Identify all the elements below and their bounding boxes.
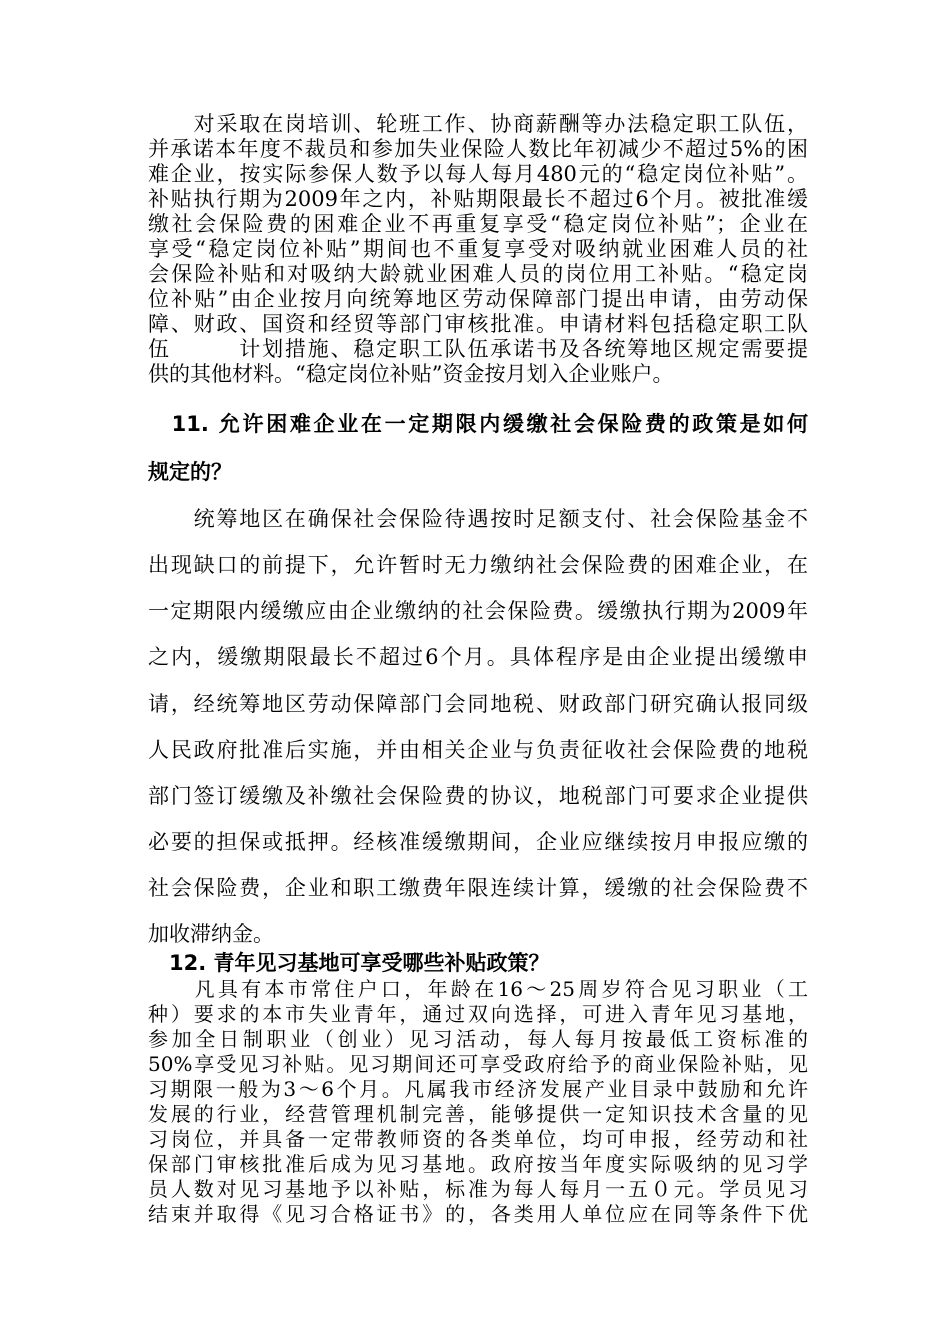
text-line: 出现缺口的前提下，允许暂时无力缴纳社会保险费的困难企业，在: [148, 553, 808, 577]
text-line: 难企业，按实际参保人数予以每人每月480元的“稳定岗位补贴”。: [148, 162, 808, 186]
text-line: 障、财政、国资和经贸等部门审核批准。申请材料包括稳定职工队: [148, 312, 808, 336]
text-line: 习岗位，并具备一定带教师资的各类单位，均可申报，经劳动和社: [148, 1127, 808, 1151]
text-line: 补贴执行期为2009年之内，补贴期限最长不超过6个月。被批准缓: [148, 187, 808, 211]
text-line: 对采取在岗培训、轮班工作、协商薪酬等办法稳定职工队伍，: [148, 112, 808, 136]
text-line: 发展的行业，经营管理机制完善，能够提供一定知识技术含量的见: [148, 1102, 808, 1126]
text-line: 50%享受见习补贴。见习期间还可享受政府给予的商业保险补贴，见: [148, 1052, 808, 1076]
text-line: 结束并取得《见习合格证书》的，各类用人单位应在同等条件下优: [148, 1202, 808, 1226]
text-line: 加收滞纳金。: [148, 922, 274, 946]
text-line: 一定期限内缓缴应由企业缴纳的社会保险费。缓缴执行期为2009年: [148, 599, 808, 623]
text-line: 习期限一般为3～6个月。凡属我市经济发展产业目录中鼓励和允许: [148, 1077, 808, 1101]
text-line: 缴社会保险费的困难企业不再重复享受“稳定岗位补贴”；企业在: [148, 212, 808, 236]
text-line: 人民政府批准后实施，并由相关企业与负责征收社会保险费的地税: [148, 738, 808, 762]
text-line: 参加全日制职业（创业）见习活动，每人每月按最低工资标准的: [148, 1027, 808, 1051]
text-line: 必要的担保或抵押。经核准缓缴期间，企业应继续按月申报应缴的: [148, 830, 808, 854]
text-line: 请，经统筹地区劳动保障部门会同地税、财政部门研究确认报同级: [148, 692, 808, 716]
text-line: 部门签订缓缴及补缴社会保险费的协议，地税部门可要求企业提供: [148, 784, 808, 808]
text-line: 伍 计划措施、稳定职工队伍承诺书及各统筹地区规定需要提: [148, 337, 808, 361]
text-line: 社会保险费，企业和职工缴费年限连续计算，缓缴的社会保险费不: [148, 876, 808, 900]
text-line: 保部门审核批准后成为见习基地。政府按当年度实际吸纳的见习学: [148, 1152, 808, 1176]
text-line: 员人数对见习基地予以补贴，标准为每人每月一五０元。学员见习: [148, 1177, 808, 1201]
text-line: 统筹地区在确保社会保险待遇按时足额支付、社会保险基金不: [148, 507, 808, 531]
text-line: 位补贴”由企业按月向统筹地区劳动保障部门提出申请，由劳动保: [148, 287, 808, 311]
text-line: 并承诺本年度不裁员和参加失业保险人数比年初减少不超过5%的困: [148, 137, 808, 161]
heading-line: 11. 允许困难企业在一定期限内缓缴社会保险费的政策是如何: [148, 412, 808, 436]
text-line: 种）要求的本市失业青年，通过双向选择，可进入青年见习基地，: [148, 1002, 808, 1026]
text-line: 凡具有本市常住户口，年龄在16～25周岁符合见习职业（工: [148, 977, 808, 1001]
text-line: 享受“稳定岗位补贴”期间也不重复享受对吸纳就业困难人员的社: [148, 237, 808, 261]
heading-line: 规定的？: [148, 460, 232, 484]
text-line: 会保险补贴和对吸纳大龄就业困难人员的岗位用工补贴。“稳定岗: [148, 262, 808, 286]
text-line: 之内，缓缴期限最长不超过6个月。具体程序是由企业提出缓缴申: [148, 645, 808, 669]
text-line: 供的其他材料。“稳定岗位补贴”资金按月划入企业账户。: [148, 362, 674, 386]
heading-line: 12. 青年见习基地可享受哪些补贴政策？: [148, 951, 550, 975]
